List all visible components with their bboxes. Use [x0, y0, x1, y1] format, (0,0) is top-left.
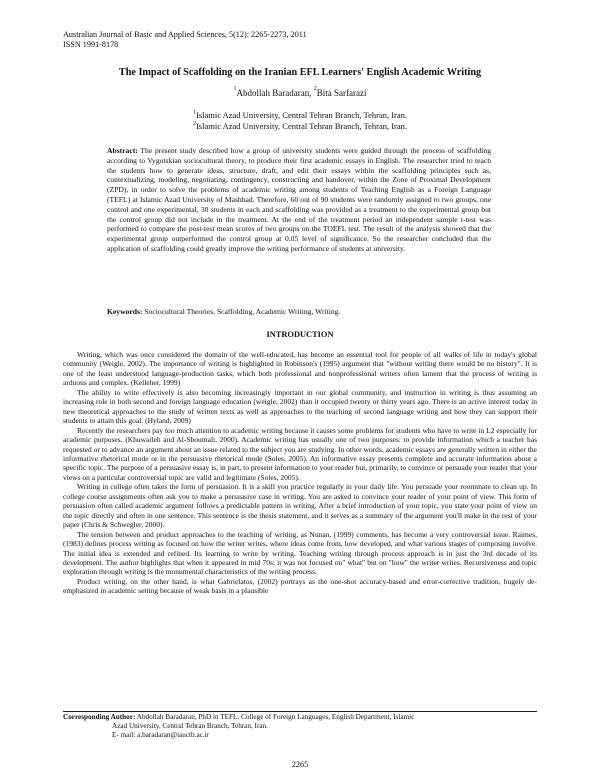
journal-header — [63, 30, 307, 50]
author-1-marker: 1 — [233, 86, 237, 92]
corresponding-author-note — [63, 713, 537, 740]
keywords-label: Keywords: — [107, 307, 143, 316]
author-line — [0, 88, 600, 98]
paragraph: The tension between and product approaches to the teaching of writing, as Nunan, (1999) comments, has become a very controversial issue. Raimes, (1983) defines process writing as focused on how the writer writes, where ideas come from, how developed, and what various stages of composing involve. The initial idea is extended and refined. Its learning to write by writing. Teaching writing through process approach is in just the 3rd decade of its development. The author highlights that when it appeared in mid 70s; it was not focused on" what" but on "how" the writer writes. Recursiveness and topic exploration through writing is the monumental characteristics of the writing process. — [63, 529, 537, 577]
affiliation-1 — [0, 110, 600, 121]
abstract-text: The present study described how a group of university students were guided through the process of scaffolding according to Vygotskian sociocultural theory, to produce their first academic essays in English. The researcher tried to teach the students how to generate ideas, structure, draft, and edit their essays within the scaffolding principles such as, contextualizing, modeling, negotiating, contingency, constructing and handover, within the Zone of Proximal Development (ZPD), in order to solve the problems of academic writing among students of Teaching English as a Foreign Language (TEFL) at Islamic Azad University of Mashhad. Therefore, 60 out of 90 students were randomly assigned to two groups, one control and one experimental, 30 students in each and scaffolding was provided as a treatment to the experimental group but the control group did not include in the treatment. At the end of the treatment period an independent sample t-test was performed to compare the post-test mean scores of two groups on the TOEFL test. The result of the analysis showed that the experimental group outperformed the control group at 0.05 level of significance. So the researcher concluded that the application of scaffolding could greatly improve the writing performance of students at university. — [107, 146, 491, 253]
footer-line-1-text: Abdollah Baradaran, PhD in TEFL, College of Foreign Languages, English Department, Islamic — [135, 713, 415, 721]
section-heading: INTRODUCTION — [266, 330, 334, 339]
abstract — [107, 146, 491, 254]
footer-email: E- mail: a.baradaran@iauctb.ac.ir — [112, 731, 210, 739]
journal-citation: Australian Journal of Basic and Applied Sciences, 5(12): 2265-2273, 2011 — [63, 30, 307, 39]
affiliation-2 — [0, 121, 600, 132]
affiliation-1-marker: 1 — [192, 110, 196, 116]
affiliation-1-text: Islamic Azad University, Central Tehran Branch, Tehran, Iran. — [195, 110, 408, 120]
footer-label: Corresponding Author: — [63, 713, 136, 721]
paragraph: Writing in college often takes the form of persuasion. It is a skill you practice regularly in your daily life. You persuade your roommate to clean up. In college course assignments often ask you to make a persuasive case in writing. You are asked to convince your reader of your point of view. This form of persuasion often called academic argument follows a predictable pattern in writing. After a brief introduction of your topic, you state your point of view on the topic directly and often in one sentence. This sentence is the thesis statement, and it serves as a summary of the argument you'll make in the rest of your paper (Chris & Schwegler, 2000). — [63, 482, 537, 530]
paper-title: The Impact of Scaffolding on the Iranian EFL Learners' English Academic Writing — [118, 67, 482, 78]
journal-issn: ISSN 1991-8178 — [63, 40, 119, 49]
footer-line-2: Azad University, Central Tehran Branch, Tehran, Iran. — [112, 722, 268, 730]
keywords — [107, 307, 491, 316]
paragraph: The ability to write effectively is also becoming increasingly important in our global community, and instruction in writing is thus assuming an increasing role in both second and foreign language education (weigle, 2002) than it occupied twenty or thirty years ago. There is an active interest today in new theoretical approaches to the study of written texts as well as approaches to the teaching of second language writing and how they can support their students to attain this goal. (Hyland, 2009) — [63, 387, 537, 426]
affiliation-2-marker: 2 — [192, 121, 196, 127]
footer-divider — [63, 711, 537, 712]
paragraph: Writing, which was once considered the domain of the well-educated, has become an essential tool for people of all walks of life in today's global community (Weigle, 2002). The importance of writing is highlighted in Robinson's (1995) argument that "without writing there would be no history". It is one of the least understood language-production tasks, which both professional and nonprofessional writers often lament that the process of writing is arduous and complex. (Kelleher, 1999) — [63, 350, 537, 388]
paragraph: Recently the researchers pay too much attention to academic writing because it causes some problems for students who have to write in L2 especially for academic purposes. (Khuwaileh and Al-Shoumali, 2000). Academic writing has usually one of two purposes: to provide information which a teacher has requested or to advance an argument about an issue related to the subject you are studying. In other words, academic essays are generally written in either the informative rhetorical mode or in the persuasive rhetorical mode (Soles, 2005). An informative essay presents complete and accurate information about a specific topic. The purpose of a persuasive essay is, in part, to present information to your reader but, primarily, to convince or persuade your reader that your views on a particular controversial topic are valid and legitimate (Soles, 2005). — [63, 425, 537, 482]
footer-line-1 — [63, 713, 537, 722]
affiliation-2-text: Islamic Azad University, Central Tehran Branch, Tehran, Iran. — [195, 121, 408, 131]
body-text — [63, 350, 537, 596]
paragraph: Product writing, on the other hand, is what Gabrielatos, (2002) portrays as the one-shot accuracy-based and error-corrective tradition, hugely de-emphasized in academic setting because of weak basis in a plausible — [63, 576, 537, 596]
author-2-name: Bita Sarfarazi — [316, 88, 367, 98]
author-2-marker: 2 — [313, 86, 317, 92]
author-1-name: Abdollah Baradaran, — [236, 88, 314, 98]
affiliations — [0, 110, 600, 132]
keywords-text: Sociocultural Theories, Scaffolding, Academic Writing, Writing. — [142, 307, 341, 316]
page-number: 2265 — [291, 760, 309, 769]
abstract-label: Abstract: — [107, 146, 138, 155]
